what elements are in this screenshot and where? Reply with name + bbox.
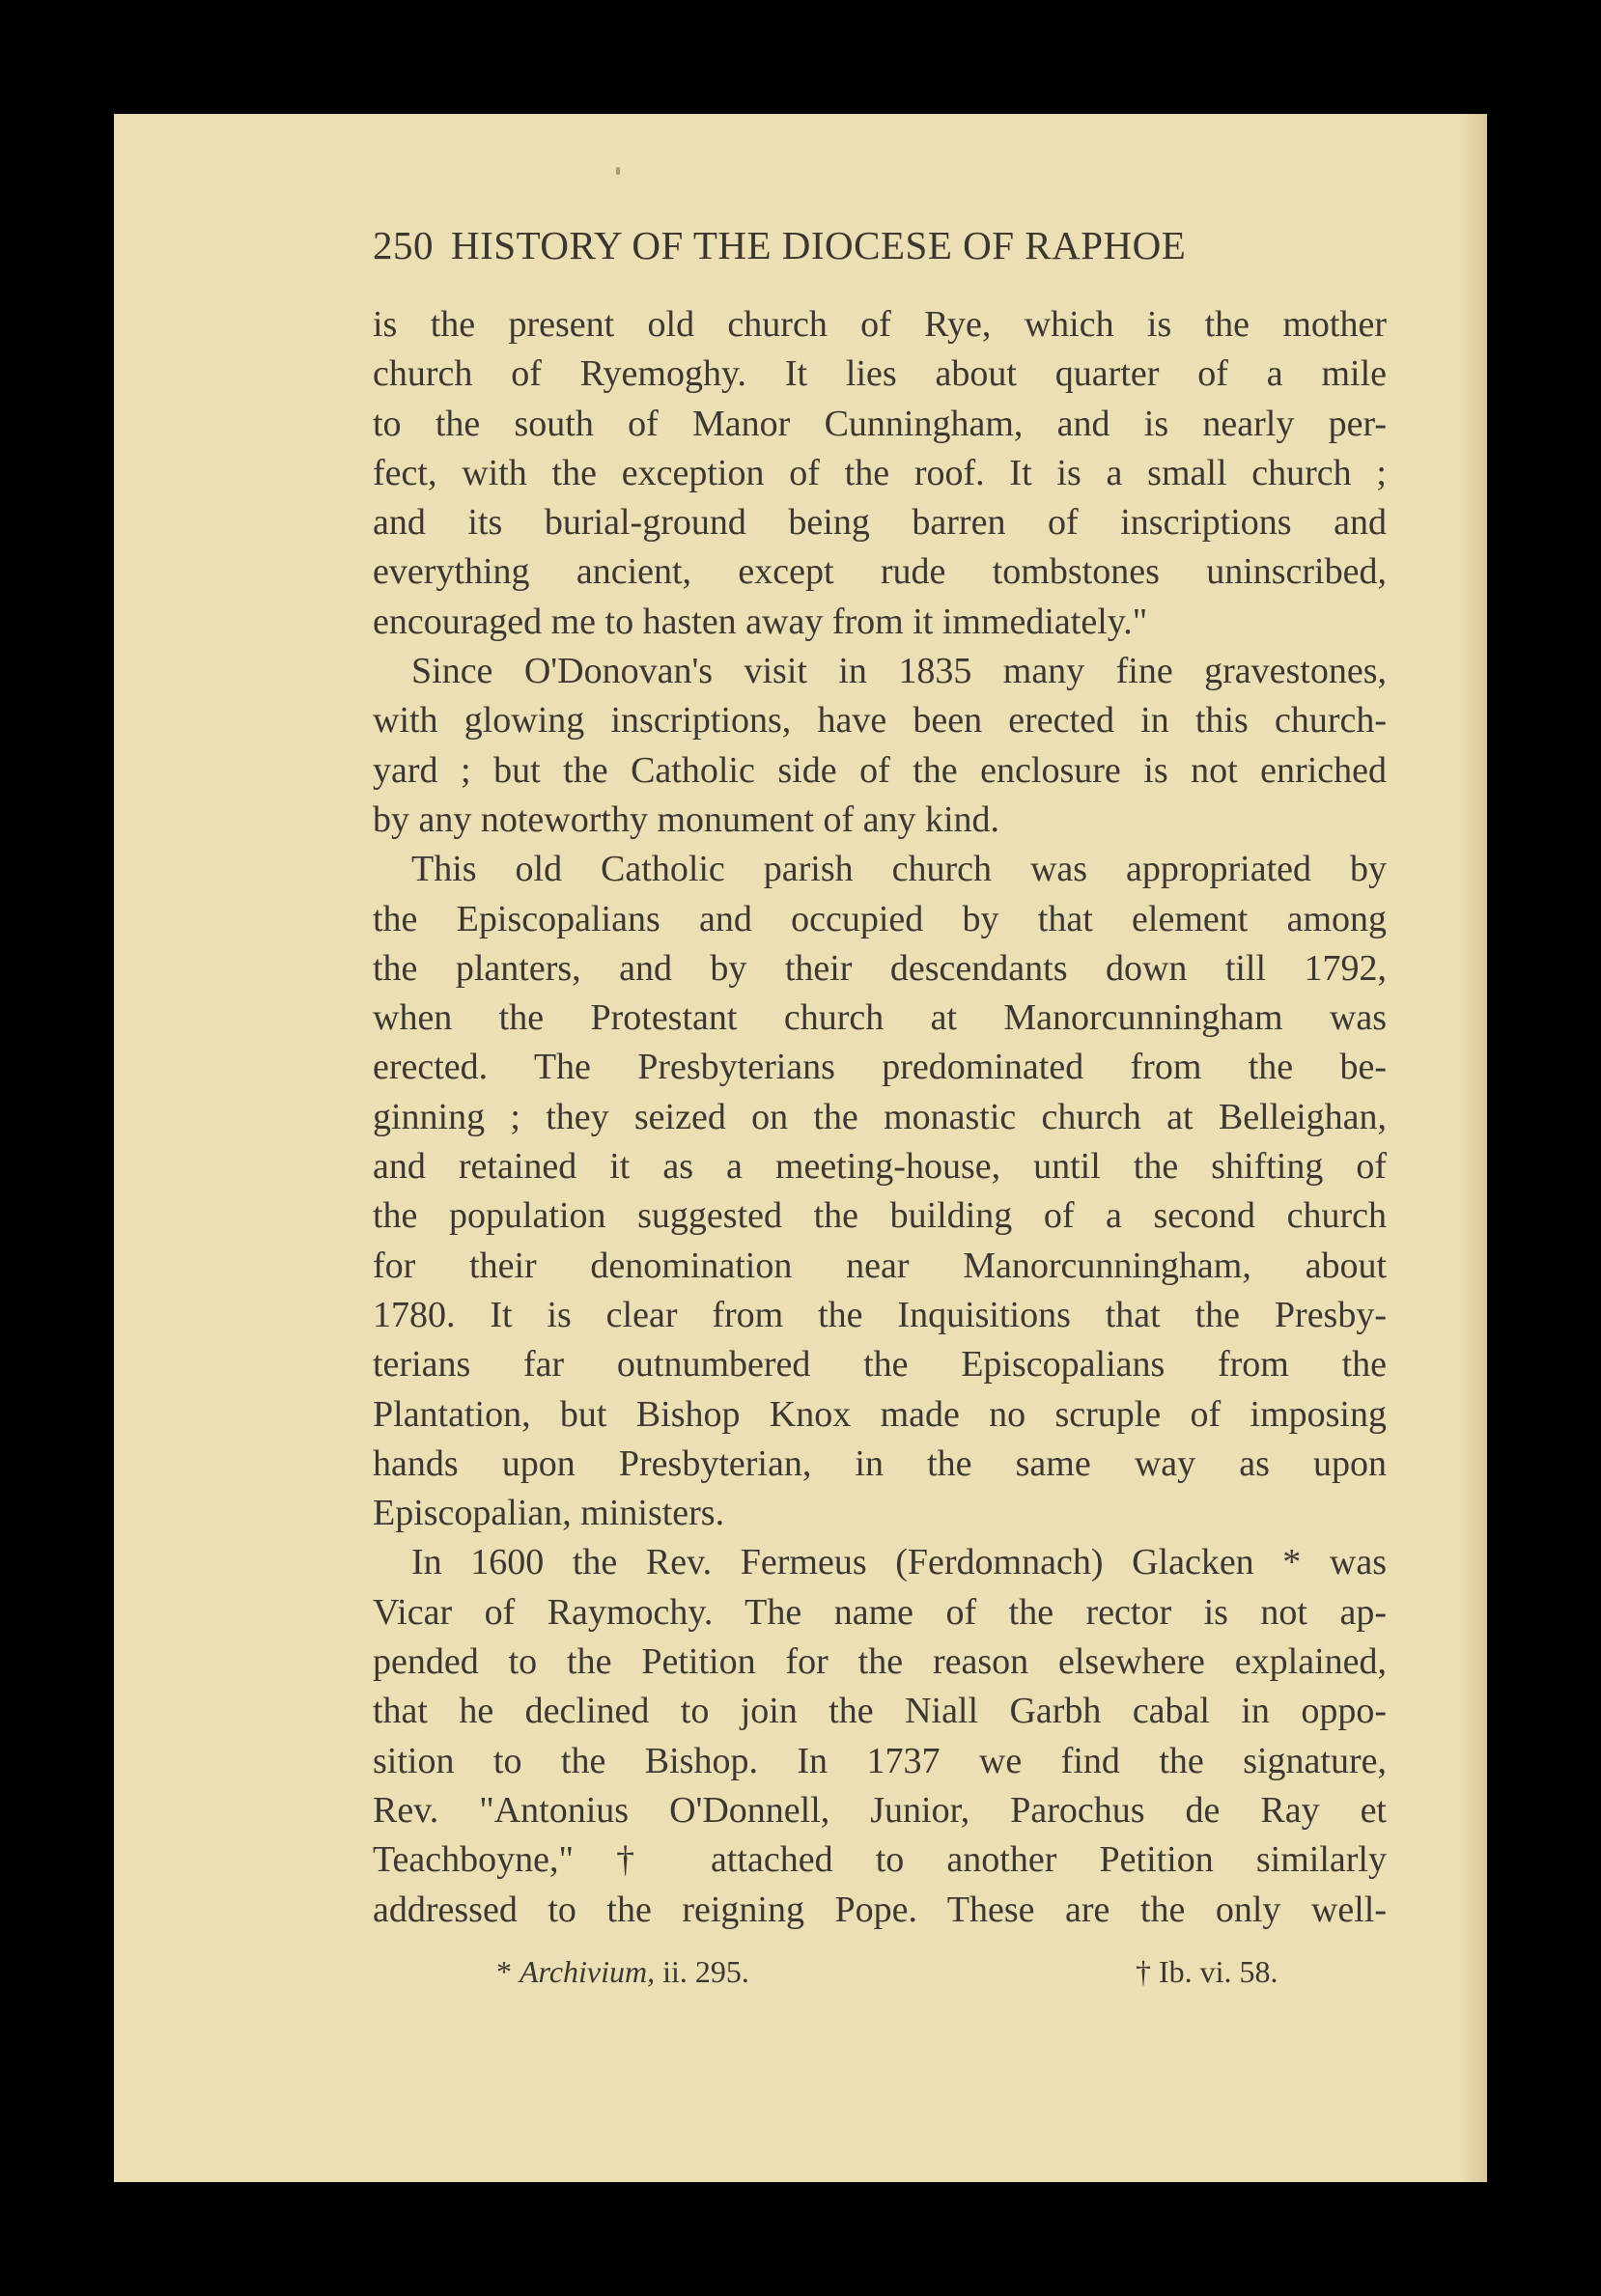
body-text — [373, 300, 1387, 1935]
text-line: and its burial-ground being barren of inscriptions and — [373, 502, 1387, 544]
footnote-2: † Ib. vi. 58. — [1136, 1954, 1278, 1989]
text-line: and retained it as a meeting-house, until the shifting of — [373, 1146, 1387, 1188]
text-line: that he declined to join the Niall Garbh cabal in oppo- — [373, 1691, 1387, 1732]
text-line: Teachboyne," † attached to another Petition similarly — [373, 1839, 1387, 1881]
running-header — [373, 222, 1474, 280]
page-number: 250 — [373, 223, 434, 267]
text-line: sition to the Bishop. In 1737 we find the signature, — [373, 1740, 1387, 1781]
running-title: HISTORY OF THE DIOCESE OF RAPHOE — [451, 223, 1187, 267]
text-line: addressed to the reigning Pope. These are the only well- — [373, 1889, 1387, 1930]
footnote-1 — [496, 1954, 749, 1990]
text-line: everything ancient, except rude tombstones uninscribed, — [373, 551, 1387, 593]
text-line: Plantation, but Bishop Knox made no scruple of imposing — [373, 1393, 1387, 1435]
text-line: Since O'Donovan's visit in 1835 many fine gravestones, — [411, 651, 1387, 692]
text-line: encouraged me to hasten away from it immediately." — [373, 601, 1148, 642]
text-line: hands upon Presbyterian, in the same way as upon — [373, 1442, 1387, 1484]
footnote-marker: * — [496, 1954, 520, 1989]
text-line: by any noteworthy monument of any kind. — [373, 798, 1000, 840]
page-edge-shadow — [1458, 114, 1487, 2182]
text-line: to the south of Manor Cunningham, and is nearly per- — [373, 403, 1387, 444]
text-line: fect, with the exception of the roof. It is a small church ; — [373, 452, 1387, 493]
footnote-reference: ii. 295. — [655, 1954, 749, 1989]
text-line: This old Catholic parish church was appropriated by — [411, 849, 1387, 890]
footnotes — [373, 1954, 1387, 2002]
text-line: for their denomination near Manorcunningham, about — [373, 1245, 1387, 1286]
text-line: church of Ryemoghy. It lies about quarter of a mile — [373, 353, 1387, 395]
text-line: erected. The Presbyterians predominated from the be- — [373, 1047, 1387, 1088]
text-line: terians far outnumbered the Episcopalians from the — [373, 1344, 1387, 1386]
text-line: Vicar of Raymochy. The name of the rector is not ap- — [373, 1591, 1387, 1633]
text-line: 1780. It is clear from the Inquisitions that the Presby- — [373, 1294, 1387, 1335]
book-page — [114, 114, 1487, 2182]
text-line: Episcopalian, ministers. — [373, 1493, 725, 1534]
text-line: yard ; but the Catholic side of the enclosure is not enriched — [373, 749, 1387, 791]
text-line: the planters, and by their descendants down till 1792, — [373, 947, 1387, 989]
text-line: the Episcopalians and occupied by that element among — [373, 898, 1387, 939]
text-line: with glowing inscriptions, have been erected in this church- — [373, 700, 1387, 742]
text-line: Rev. "Antonius O'Donnell, Junior, Parochus de Ray et — [373, 1789, 1387, 1831]
text-line: is the present old church of Rye, which is the mother — [373, 304, 1387, 345]
text-line: In 1600 the Rev. Fermeus (Ferdomnach) Glacken * was — [411, 1542, 1387, 1583]
footnote-title: Archivium, — [520, 1954, 656, 1989]
text-line: the population suggested the building of a second church — [373, 1195, 1387, 1237]
text-line: pended to the Petition for the reason elsewhere explained, — [373, 1641, 1387, 1683]
text-line: when the Protestant church at Manorcunningham was — [373, 997, 1387, 1039]
ink-speck — [616, 167, 620, 175]
text-line: ginning ; they seized on the monastic church at Belleighan, — [373, 1096, 1387, 1137]
